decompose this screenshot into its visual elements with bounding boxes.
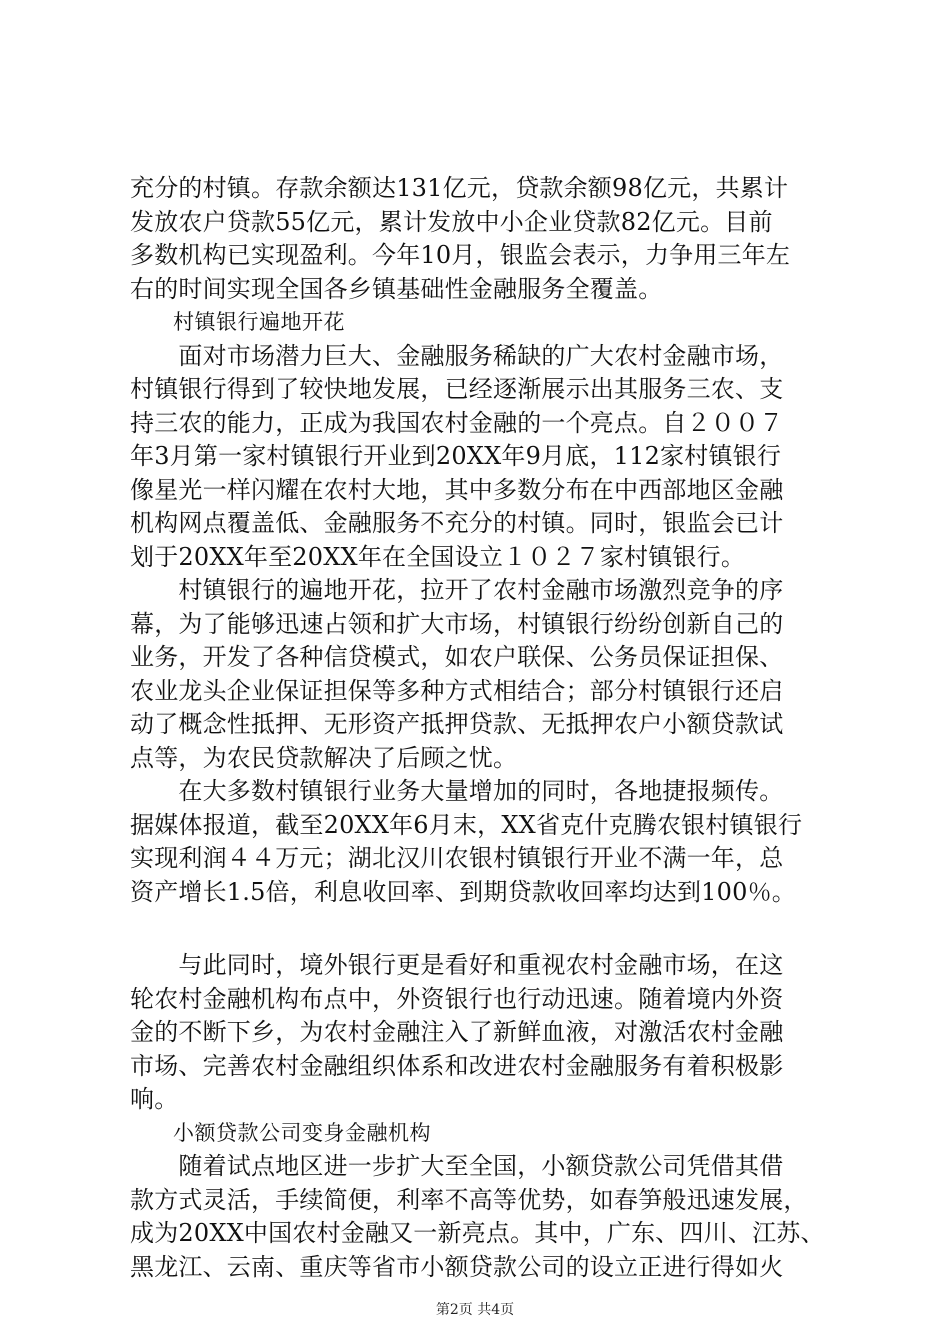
paragraph-block-4 xyxy=(130,1150,830,1284)
text-line: 业务，开发了各种信贷模式，如农户联保、公务员保证担保、 xyxy=(130,643,784,671)
text-line: 持三农的能力，正成为我国农村金融的一个亮点。自２００７ xyxy=(130,408,784,437)
text-line: 村镇银行得到了较快地发展，已经逐渐展示出其服务三农、支 xyxy=(130,375,784,403)
paragraph-block-3 xyxy=(130,949,830,1117)
text-line: 幕，为了能够迅速占领和扩大市场，村镇银行纷纷创新自己的 xyxy=(130,609,784,638)
text-line: 响。 xyxy=(130,1085,179,1113)
text-line: 据媒体报道，截至20XX年6月末，XX省克什克腾农银村镇银行 xyxy=(130,810,803,839)
text-line: 与此同时，境外银行更是看好和重视农村金融市场，在这 xyxy=(130,951,784,979)
page-number-footer: 第2页 共4页 xyxy=(435,1302,515,1318)
text-line: 右的时间实现全国各乡镇基础性金融服务全覆盖。 xyxy=(130,274,663,303)
section-heading-microloan-companies: 小额贷款公司变身金融机构 xyxy=(130,1120,431,1145)
text-line: 在大多数村镇银行业务大量增加的同时，各地捷报频传。 xyxy=(130,777,784,805)
text-line: 点等，为农民贷款解决了后顾之忧。 xyxy=(130,743,518,772)
paragraph-spacer xyxy=(130,909,830,949)
text-line: 随着试点地区进一步扩大至全国，小额贷款公司凭借其借 xyxy=(130,1152,784,1180)
text-line: 像星光一样闪耀在农村大地，其中多数分布在中西部地区金融 xyxy=(130,475,784,504)
text-line: 划于20XX年至20XX年在全国设立１０２７家村镇银行。 xyxy=(130,542,746,571)
text-line: 黑龙江、云南、重庆等省市小额贷款公司的设立正进行得如火 xyxy=(130,1252,784,1281)
text-line: 机构网点覆盖低、金融服务不充分的村镇。同时，银监会已计 xyxy=(130,509,784,537)
text-line: 面对市场潜力巨大、金融服务稀缺的广大农村金融市场， xyxy=(130,341,784,370)
text-line: 动了概念性抵押、无形资产抵押贷款、无抵押农户小额贷款试 xyxy=(130,710,784,738)
text-line: 年3月第一家村镇银行开业到20XX年9月底，112家村镇银行 xyxy=(130,442,782,470)
text-line: 农业龙头企业保证担保等多种方式相结合；部分村镇银行还启 xyxy=(130,676,784,705)
text-line: 充分的村镇。存款余额达131亿元，贷款余额98亿元，共累计 xyxy=(130,174,789,202)
text-line: 金的不断下乡，为农村金融注入了新鲜血液，对激活农村金融 xyxy=(130,1018,784,1046)
text-line: 市场、完善农村金融组织体系和改进农村金融服务有着积极影 xyxy=(130,1051,784,1080)
text-line: 实现利润４４万元；湖北汉川农银村镇银行开业不满一年，总 xyxy=(130,844,784,872)
paragraph-block-1 xyxy=(130,172,830,306)
text-line: 成为20XX中国农村金融又一新亮点。其中，广东、四川、江苏、 xyxy=(130,1219,825,1247)
text-line: 轮农村金融机构布点中，外资银行也行动迅速。随着境内外资 xyxy=(130,984,784,1013)
text-line: 款方式灵活，手续简便，利率不高等优势，如春笋般迅速发展， xyxy=(130,1185,808,1214)
text-line: 资产增长1.5倍，利息收回率、到期贷款收回率均达到100％。 xyxy=(130,877,796,906)
text-line: 村镇银行的遍地开花，拉开了农村金融市场激烈竞争的序 xyxy=(130,576,784,604)
section-heading-village-banks: 村镇银行遍地开花 xyxy=(130,310,345,334)
text-line: 发放农户贷款55亿元，累计发放中小企业贷款82亿元。目前 xyxy=(130,207,773,236)
text-line: 多数机构已实现盈利。今年10月，银监会表示，力争用三年左 xyxy=(130,241,791,269)
paragraph-block-2 xyxy=(130,340,830,910)
document-body xyxy=(130,172,830,1284)
